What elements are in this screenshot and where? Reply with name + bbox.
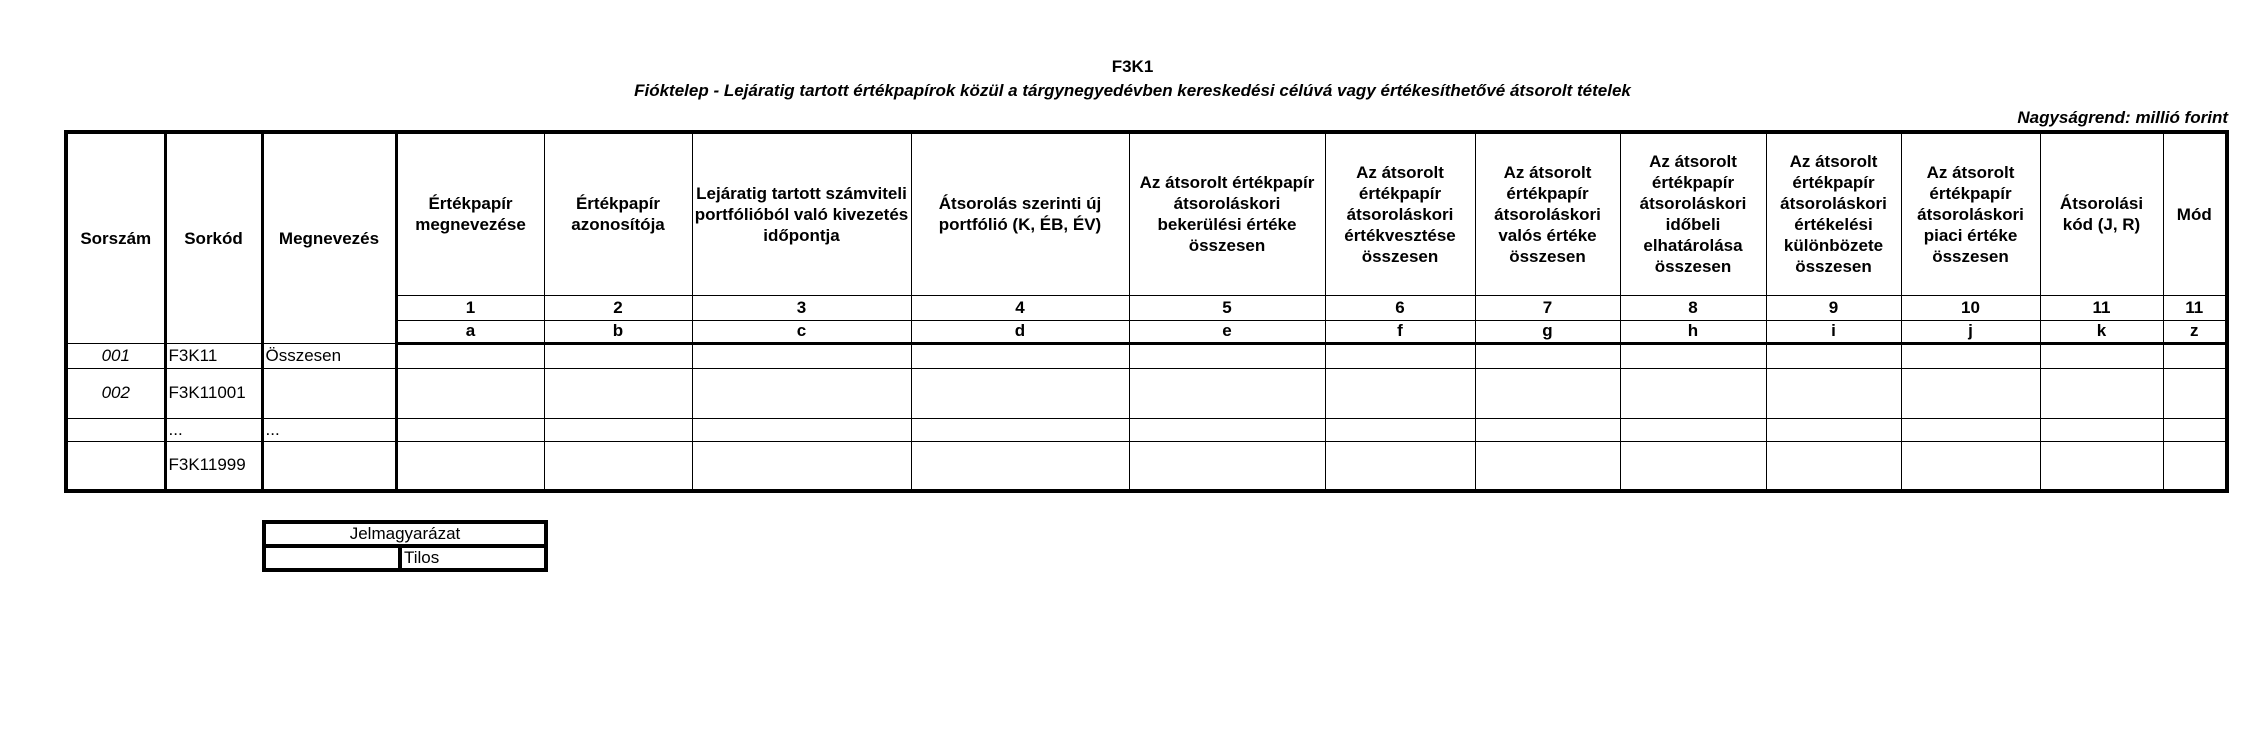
cell-input[interactable] <box>1620 343 1766 368</box>
unit-label: Nagyságrend: millió forint <box>2017 108 2228 127</box>
cell-input[interactable] <box>1901 441 2040 491</box>
col-header-mod: Mód <box>2163 132 2227 295</box>
col-number: 8 <box>1620 295 1766 320</box>
cell-input[interactable] <box>692 418 911 441</box>
col-number: 4 <box>911 295 1129 320</box>
row-number <box>66 418 165 441</box>
cell-input[interactable] <box>1129 343 1325 368</box>
header-row <box>66 132 2227 295</box>
col-number: 11 <box>2040 295 2163 320</box>
row-name <box>262 368 396 418</box>
cell-input[interactable] <box>911 368 1129 418</box>
cell-input[interactable] <box>2040 441 2163 491</box>
cell-input[interactable] <box>1325 368 1475 418</box>
table-row <box>66 418 2227 441</box>
cell-input[interactable] <box>1901 418 2040 441</box>
legend-forbidden-label: Tilos <box>400 546 546 570</box>
col-header-9: Az átsorolt értékpapír átsoroláskori értékelési különbözete összesen <box>1766 132 1901 295</box>
cell-input[interactable] <box>1129 441 1325 491</box>
cell-input[interactable] <box>544 343 692 368</box>
cell-input[interactable] <box>396 441 544 491</box>
cell-input[interactable] <box>2163 343 2227 368</box>
cell-input[interactable] <box>692 368 911 418</box>
cell-input[interactable] <box>1620 441 1766 491</box>
row-name: Összesen <box>262 343 396 368</box>
col-header-sorszam: Sorszám <box>66 132 165 343</box>
col-header-7: Az átsorolt értékpapír átsoroláskori valós értéke összesen <box>1475 132 1620 295</box>
form-subtitle: Fióktelep - Lejáratig tartott értékpapírok közül a tárgynegyedévben kereskedési célúvá vagy értékesíthetővé átsorolt tételek <box>634 81 1631 100</box>
col-letter: c <box>692 320 911 343</box>
row-code: F3K11999 <box>165 441 262 491</box>
col-number: 11 <box>2163 295 2227 320</box>
form-code: F3K1 <box>1111 57 1154 76</box>
cell-input[interactable] <box>2163 368 2227 418</box>
col-header-5: Az átsorolt értékpapír átsoroláskori bekerülési értéke összesen <box>1129 132 1325 295</box>
legend-swatch <box>264 546 400 570</box>
col-header-6: Az átsorolt értékpapír átsoroláskori értékvesztése összesen <box>1325 132 1475 295</box>
col-number: 1 <box>396 295 544 320</box>
col-number: 2 <box>544 295 692 320</box>
cell-input[interactable] <box>1620 368 1766 418</box>
row-number: 002 <box>66 368 165 418</box>
report-table <box>64 130 2229 493</box>
col-number: 5 <box>1129 295 1325 320</box>
col-letter: a <box>396 320 544 343</box>
cell-input[interactable] <box>544 368 692 418</box>
cell-input[interactable] <box>1129 368 1325 418</box>
row-number: 001 <box>66 343 165 368</box>
cell-input[interactable] <box>544 418 692 441</box>
cell-input[interactable] <box>692 441 911 491</box>
cell-input[interactable] <box>1129 418 1325 441</box>
cell-input[interactable] <box>544 441 692 491</box>
cell-input[interactable] <box>396 418 544 441</box>
col-header-sorkod: Sorkód <box>165 132 262 343</box>
col-header-2: Értékpapír azonosítója <box>544 132 692 295</box>
row-number <box>66 441 165 491</box>
row-code: F3K11 <box>165 343 262 368</box>
cell-input[interactable] <box>2163 418 2227 441</box>
col-number: 6 <box>1325 295 1475 320</box>
col-number: 9 <box>1766 295 1901 320</box>
col-number: 7 <box>1475 295 1620 320</box>
cell-input[interactable] <box>2163 441 2227 491</box>
table-row <box>66 441 2227 491</box>
cell-input[interactable] <box>396 368 544 418</box>
col-letter: i <box>1766 320 1901 343</box>
col-header-11: Átsorolási kód (J, R) <box>2040 132 2163 295</box>
col-header-4: Átsorolás szerinti új portfólió (K, ÉB, ÉV) <box>911 132 1129 295</box>
col-letter: z <box>2163 320 2227 343</box>
col-header-10: Az átsorolt értékpapír átsoroláskori piaci értéke összesen <box>1901 132 2040 295</box>
row-code: ... <box>165 418 262 441</box>
cell-input[interactable] <box>911 441 1129 491</box>
col-header-3: Lejáratig tartott számviteli portfólióból való kivezetés időpontja <box>692 132 911 295</box>
col-header-1: Értékpapír megnevezése <box>396 132 544 295</box>
col-letter: d <box>911 320 1129 343</box>
cell-input[interactable] <box>2040 418 2163 441</box>
cell-input[interactable] <box>1325 343 1475 368</box>
cell-input[interactable] <box>1766 368 1901 418</box>
col-letter: k <box>2040 320 2163 343</box>
cell-input[interactable] <box>1766 343 1901 368</box>
col-letter: b <box>544 320 692 343</box>
cell-input[interactable] <box>1475 368 1620 418</box>
cell-input[interactable] <box>1766 418 1901 441</box>
cell-input[interactable] <box>1901 368 2040 418</box>
cell-input[interactable] <box>1475 418 1620 441</box>
cell-input[interactable] <box>692 343 911 368</box>
table-row <box>66 368 2227 418</box>
cell-input[interactable] <box>911 418 1129 441</box>
col-number: 10 <box>1901 295 2040 320</box>
legend-box <box>262 520 548 572</box>
cell-input[interactable] <box>1325 441 1475 491</box>
col-header-8: Az átsorolt értékpapír átsoroláskori időbeli elhatárolása összesen <box>1620 132 1766 295</box>
col-letter: e <box>1129 320 1325 343</box>
cell-input[interactable] <box>1620 418 1766 441</box>
legend-title: Jelmagyarázat <box>264 522 546 546</box>
col-letter: h <box>1620 320 1766 343</box>
row-code: F3K11001 <box>165 368 262 418</box>
cell-input[interactable] <box>911 343 1129 368</box>
col-letter: f <box>1325 320 1475 343</box>
col-letter: j <box>1901 320 2040 343</box>
cell-input[interactable] <box>396 343 544 368</box>
cell-input[interactable] <box>2040 368 2163 418</box>
col-header-megnevezes: Megnevezés <box>262 132 396 343</box>
col-letter: g <box>1475 320 1620 343</box>
cell-input[interactable] <box>1325 418 1475 441</box>
cell-input[interactable] <box>1766 441 1901 491</box>
cell-input[interactable] <box>1901 343 2040 368</box>
cell-input[interactable] <box>1475 343 1620 368</box>
col-number: 3 <box>692 295 911 320</box>
row-name <box>262 441 396 491</box>
cell-input[interactable] <box>2040 343 2163 368</box>
row-name: ... <box>262 418 396 441</box>
table-row <box>66 343 2227 368</box>
cell-input[interactable] <box>1475 441 1620 491</box>
